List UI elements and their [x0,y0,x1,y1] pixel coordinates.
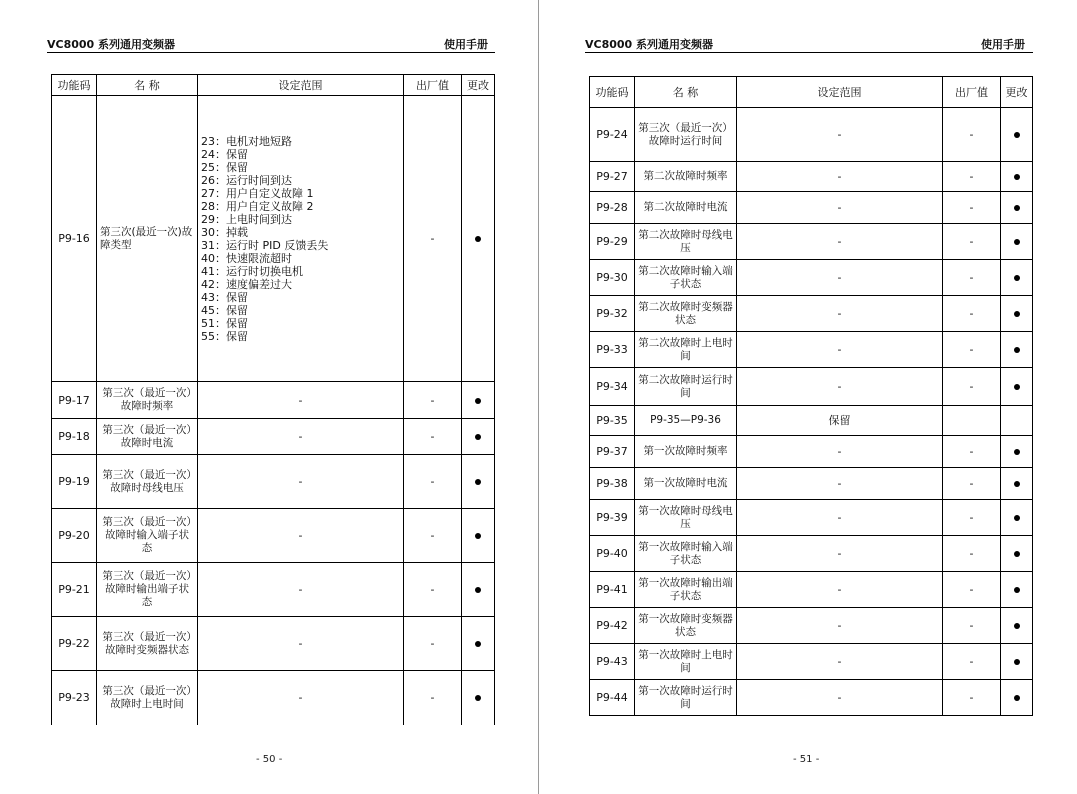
param-name: 第一次故障时变频器状态 [635,608,737,644]
modify-cell [462,419,495,455]
table-row [52,617,495,671]
param-range: - [198,509,404,563]
table-row [52,509,495,563]
param-range: - [737,108,943,162]
modify-cell [1001,406,1033,436]
param-code: P9-40 [590,536,635,572]
param-code: P9-44 [590,680,635,716]
param-name: 第三次（最近一次）故障时上电时间 [97,671,198,725]
col-header-range: 设定范围 [198,75,404,96]
param-name: 第三次（最近一次）故障时输出端子状态 [97,563,198,617]
table-row [52,419,495,455]
fault-type-item: 23：电机对地短路 [201,134,292,148]
param-default: - [404,455,462,509]
param-code: P9-28 [590,192,635,224]
modify-cell [1001,108,1033,162]
param-range: - [737,608,943,644]
param-name: 第三次（最近一次）故障时运行时间 [635,108,737,162]
param-code: P9-18 [52,419,97,455]
header-title: VC8000 系列通用变频器 [47,38,176,51]
param-default: - [404,382,462,419]
fault-type-item: 41：运行时切换电机 [201,264,303,278]
fault-type-item: 51：保留 [201,316,248,330]
param-name: 第三次（最近一次）故障时电流 [97,419,198,455]
param-range: - [737,296,943,332]
header-rule [585,52,1033,53]
param-name: 第三次（最近一次）故障时母线电压 [97,455,198,509]
modify-cell [462,563,495,617]
param-default: - [943,368,1001,406]
fault-type-item: 25：保留 [201,160,248,174]
page-number: - 50 - [256,754,283,765]
param-code: P9-23 [52,671,97,725]
modify-cell [1001,500,1033,536]
col-header-default: 出厂值 [943,77,1001,108]
param-code: P9-16 [52,96,97,382]
param-name: 第一次故障时频率 [635,436,737,468]
param-default [943,406,1001,436]
fault-type-item: 43：保留 [201,290,248,304]
modify-cell [1001,224,1033,260]
table-row [590,192,1033,224]
table-row [590,224,1033,260]
modifiable-dot-icon [1014,623,1020,629]
table-row [590,680,1033,716]
param-default: - [404,617,462,671]
modify-cell [1001,644,1033,680]
modifiable-dot-icon [475,587,481,593]
table-row [590,108,1033,162]
param-range: - [737,680,943,716]
param-name: 第一次故障时上电时间 [635,644,737,680]
modify-cell [462,509,495,563]
modifiable-dot-icon [1014,347,1020,353]
modifiable-dot-icon [475,695,481,701]
fault-type-item: 42：速度偏差过大 [201,277,292,291]
modify-cell [1001,260,1033,296]
table-row [590,436,1033,468]
param-range: - [737,224,943,260]
param-code: P9-41 [590,572,635,608]
modify-cell [1001,680,1033,716]
param-range: - [737,436,943,468]
modifiable-dot-icon [1014,587,1020,593]
param-name: 第三次（最近一次）故障时输入端子状态 [97,509,198,563]
table-row [590,368,1033,406]
param-range: - [737,260,943,296]
table-row [590,260,1033,296]
param-code: P9-24 [590,108,635,162]
param-name: 第二次故障时输入端子状态 [635,260,737,296]
param-range: - [198,617,404,671]
param-name: 第二次故障时母线电压 [635,224,737,260]
parameter-table-left [51,74,495,725]
table-row [590,608,1033,644]
param-default: - [943,608,1001,644]
modify-cell [462,382,495,419]
modify-cell [1001,368,1033,406]
param-default: - [943,572,1001,608]
table-row [52,455,495,509]
table-row [590,468,1033,500]
param-range: - [737,572,943,608]
modifiable-dot-icon [1014,205,1020,211]
col-header-code: 功能码 [590,77,635,108]
param-code: P9-37 [590,436,635,468]
modifiable-dot-icon [475,236,481,242]
header-manual-label: 使用手册 [981,38,1025,51]
param-code: P9-43 [590,644,635,680]
modifiable-dot-icon [1014,481,1020,487]
param-name: 第三次（最近一次）故障时变频器状态 [97,617,198,671]
modify-cell [1001,468,1033,500]
fault-type-item: 28：用户自定义故障 2 [201,199,314,213]
modify-cell [1001,608,1033,644]
table-row [590,536,1033,572]
table-row [52,382,495,419]
modify-cell [1001,436,1033,468]
page-51 [539,0,1077,794]
modifiable-dot-icon [475,641,481,647]
param-name: 第一次故障时母线电压 [635,500,737,536]
param-name: 第二次故障时变频器状态 [635,296,737,332]
modify-cell [462,96,495,382]
modify-cell [1001,296,1033,332]
param-code: P9-19 [52,455,97,509]
param-name: 第一次故障时电流 [635,468,737,500]
param-range: - [198,382,404,419]
param-range: - [737,368,943,406]
param-range: - [737,162,943,192]
table-row [590,332,1033,368]
modifiable-dot-icon [1014,659,1020,665]
col-header-code: 功能码 [52,75,97,96]
param-range: - [737,332,943,368]
fault-type-item: 55：保留 [201,329,248,343]
table-header-row [52,75,495,96]
param-range: 保留 [737,406,943,436]
modifiable-dot-icon [1014,384,1020,390]
modifiable-dot-icon [1014,239,1020,245]
param-default: - [404,419,462,455]
modify-cell [462,455,495,509]
fault-type-item: 29：上电时间到达 [201,212,292,226]
param-range: - [198,563,404,617]
table-row [52,563,495,617]
param-name: 第三次(最近一次)故障类型 [97,96,198,382]
param-name: 第二次故障时电流 [635,192,737,224]
col-header-name: 名 称 [635,77,737,108]
param-default: - [943,332,1001,368]
modify-cell [1001,162,1033,192]
modifiable-dot-icon [1014,275,1020,281]
param-name: 第三次（最近一次）故障时频率 [97,382,198,419]
param-default: - [404,509,462,563]
param-range: - [198,671,404,725]
modify-cell [1001,536,1033,572]
col-header-modify: 更改 [1001,77,1033,108]
param-range: - [737,468,943,500]
param-code: P9-20 [52,509,97,563]
fault-type-item: 31：运行时 PID 反馈丢失 [201,238,329,252]
param-name: P9-35—P9-36 [635,406,737,436]
modify-cell [462,671,495,725]
header-rule [47,52,495,53]
param-name: 第一次故障时输出端子状态 [635,572,737,608]
param-range: - [737,644,943,680]
fault-type-item: 27：用户自定义故障 1 [201,186,314,200]
table-row [590,500,1033,536]
param-code: P9-42 [590,608,635,644]
col-header-name: 名 称 [97,75,198,96]
fault-type-list [198,96,404,382]
param-default: - [404,96,462,382]
modify-cell [1001,332,1033,368]
modify-cell [1001,192,1033,224]
param-code: P9-35 [590,406,635,436]
param-default: - [943,108,1001,162]
param-default: - [943,500,1001,536]
param-range: - [198,455,404,509]
param-code: P9-30 [590,260,635,296]
table-row [590,162,1033,192]
param-default: - [404,671,462,725]
param-name: 第一次故障时输入端子状态 [635,536,737,572]
fault-type-item: 26：运行时间到达 [201,173,292,187]
param-name: 第二次故障时频率 [635,162,737,192]
param-name: 第一次故障时运行时间 [635,680,737,716]
param-code: P9-29 [590,224,635,260]
param-code: P9-32 [590,296,635,332]
modify-cell [1001,572,1033,608]
param-code: P9-38 [590,468,635,500]
param-default: - [404,563,462,617]
table-row [52,671,495,725]
page-50 [0,0,538,794]
param-default: - [943,436,1001,468]
modifiable-dot-icon [475,434,481,440]
modifiable-dot-icon [1014,551,1020,557]
param-range: - [737,192,943,224]
modifiable-dot-icon [1014,174,1020,180]
param-default: - [943,162,1001,192]
param-default: - [943,260,1001,296]
param-code: P9-33 [590,332,635,368]
table-row [590,644,1033,680]
col-header-range: 设定范围 [737,77,943,108]
param-default: - [943,468,1001,500]
param-code: P9-34 [590,368,635,406]
modifiable-dot-icon [1014,515,1020,521]
param-default: - [943,644,1001,680]
param-code: P9-22 [52,617,97,671]
parameter-table-right [589,76,1033,716]
fault-type-item: 40：快速限流超时 [201,251,292,265]
param-code: P9-27 [590,162,635,192]
table-row [590,296,1033,332]
table-row [52,96,495,382]
page-number: - 51 - [793,754,820,765]
modifiable-dot-icon [1014,695,1020,701]
col-header-default: 出厂值 [404,75,462,96]
modifiable-dot-icon [1014,311,1020,317]
modifiable-dot-icon [475,398,481,404]
fault-type-item: 30：掉载 [201,225,248,239]
table-header-row [590,77,1033,108]
modifiable-dot-icon [475,533,481,539]
modify-cell [462,617,495,671]
param-range: - [737,500,943,536]
param-default: - [943,296,1001,332]
param-default: - [943,536,1001,572]
fault-type-item: 45：保留 [201,303,248,317]
header-title: VC8000 系列通用变频器 [585,38,714,51]
col-header-modify: 更改 [462,75,495,96]
table-row [590,406,1033,436]
param-range: - [737,536,943,572]
param-default: - [943,192,1001,224]
param-code: P9-39 [590,500,635,536]
modifiable-dot-icon [475,479,481,485]
table-row [590,572,1033,608]
param-default: - [943,224,1001,260]
modifiable-dot-icon [1014,132,1020,138]
header-manual-label: 使用手册 [444,38,488,51]
fault-type-item: 24：保留 [201,147,248,161]
modifiable-dot-icon [1014,449,1020,455]
param-name: 第二次故障时运行时间 [635,368,737,406]
param-range: - [198,419,404,455]
param-code: P9-17 [52,382,97,419]
param-name: 第二次故障时上电时间 [635,332,737,368]
param-default: - [943,680,1001,716]
param-code: P9-21 [52,563,97,617]
